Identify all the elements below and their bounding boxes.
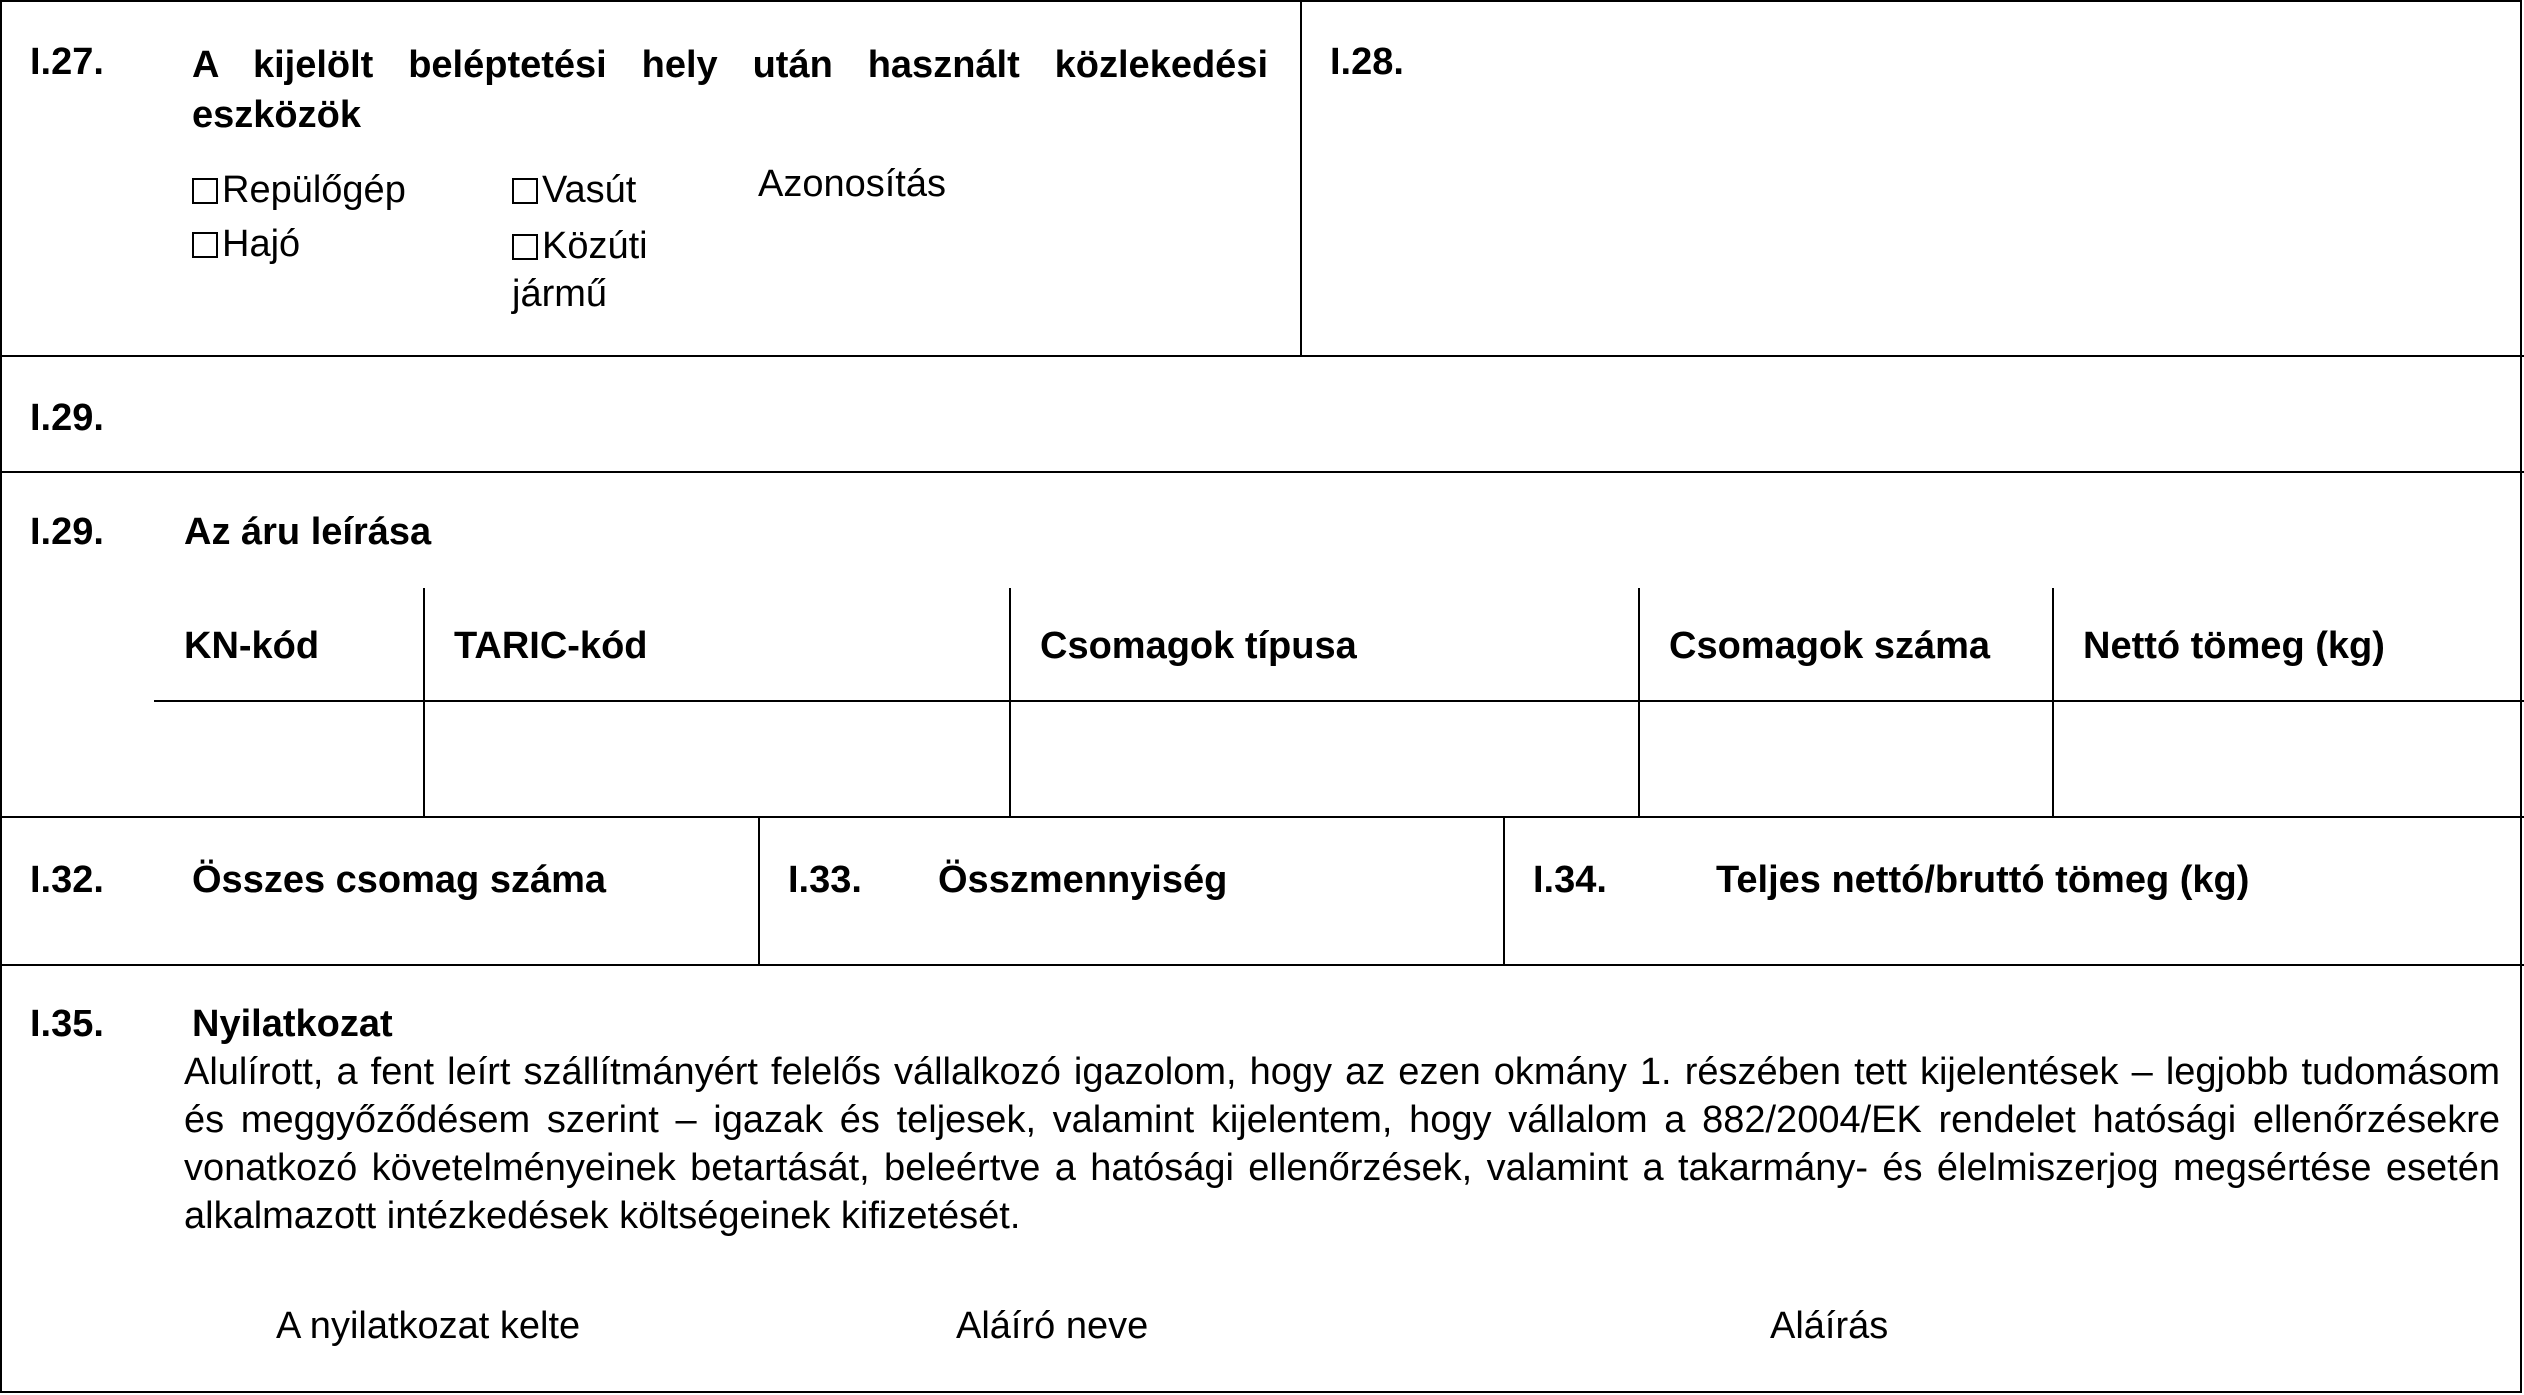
signatory-name-label: Aláíró neve xyxy=(956,1305,1149,1347)
checkbox-label: Közúti jármű xyxy=(512,225,648,315)
divider xyxy=(1638,588,1640,817)
column-header: TARIC-kód xyxy=(454,625,648,667)
box-title: A kijelölt beléptetési hely után használt közlekedési eszközök xyxy=(192,44,1268,136)
box-number: I.35. xyxy=(30,1003,104,1045)
box-title: Nyilatkozat xyxy=(192,1003,393,1045)
divider xyxy=(0,471,2524,473)
column-header: KN-kód xyxy=(184,625,320,667)
checkbox-ship[interactable] xyxy=(192,222,300,268)
checkbox-icon[interactable] xyxy=(512,178,538,204)
checkbox-label: Repülőgép xyxy=(222,169,406,211)
field-label: Összmennyiség xyxy=(938,859,1228,901)
checkbox-icon[interactable] xyxy=(192,178,218,204)
divider xyxy=(0,964,2524,966)
divider xyxy=(423,588,425,817)
checkbox-rail[interactable] xyxy=(512,168,636,214)
divider xyxy=(1300,0,1302,357)
declaration-text: Alulírott, a fent leírt szállítmányért felelős vállalkozó igazolom, hogy az ezen okmány 1. részében tett kijelentések – legjobb tudomásom és meggyőződésem szerint – igazak és teljesek, valamint kijelentem, hogy vállalom a 882/2004/EK rendelet hatósági ellenőrzésekre vonatkozó követelményeinek betartását, beleértve a hatósági ellenőrzések, valamint a takarmány- és élelmiszerjog megsértése esetén alkalmazott intézkedések költségeinek kifizetését. xyxy=(184,1051,2500,1237)
divider xyxy=(1503,816,1505,966)
checkbox-label: Hajó xyxy=(222,223,301,265)
box-number: I.32. xyxy=(30,859,104,901)
checkbox-road-vehicle[interactable] xyxy=(512,222,672,318)
divider xyxy=(758,816,760,966)
divider xyxy=(0,355,2524,357)
box-number: I.29. xyxy=(30,511,104,553)
box-number: I.34. xyxy=(1533,859,1607,901)
date-label: A nyilatkozat kelte xyxy=(276,1305,581,1347)
box-title: Az áru leírása xyxy=(184,511,432,553)
box-number: I.29. xyxy=(30,397,104,439)
divider xyxy=(2052,588,2054,817)
column-header: Csomagok száma xyxy=(1669,625,1991,667)
checkbox-icon[interactable] xyxy=(192,232,218,258)
column-header: Nettó tömeg (kg) xyxy=(2083,625,2385,667)
box-number: I.27. xyxy=(30,41,104,83)
checkbox-airplane[interactable] xyxy=(192,168,406,214)
signature-label: Aláírás xyxy=(1770,1305,1889,1347)
field-label: Összes csomag száma xyxy=(192,859,607,901)
divider xyxy=(154,700,2524,702)
checkbox-icon[interactable] xyxy=(512,234,538,260)
box-number: I.28. xyxy=(1330,41,1404,83)
identification-label: Azonosítás xyxy=(758,163,946,205)
divider xyxy=(1009,588,1011,817)
column-header: Csomagok típusa xyxy=(1040,625,1357,667)
box-number: I.33. xyxy=(788,859,862,901)
divider xyxy=(0,816,2524,818)
checkbox-label: Vasút xyxy=(542,169,637,211)
field-label: Teljes nettó/bruttó tömeg (kg) xyxy=(1716,859,2250,901)
